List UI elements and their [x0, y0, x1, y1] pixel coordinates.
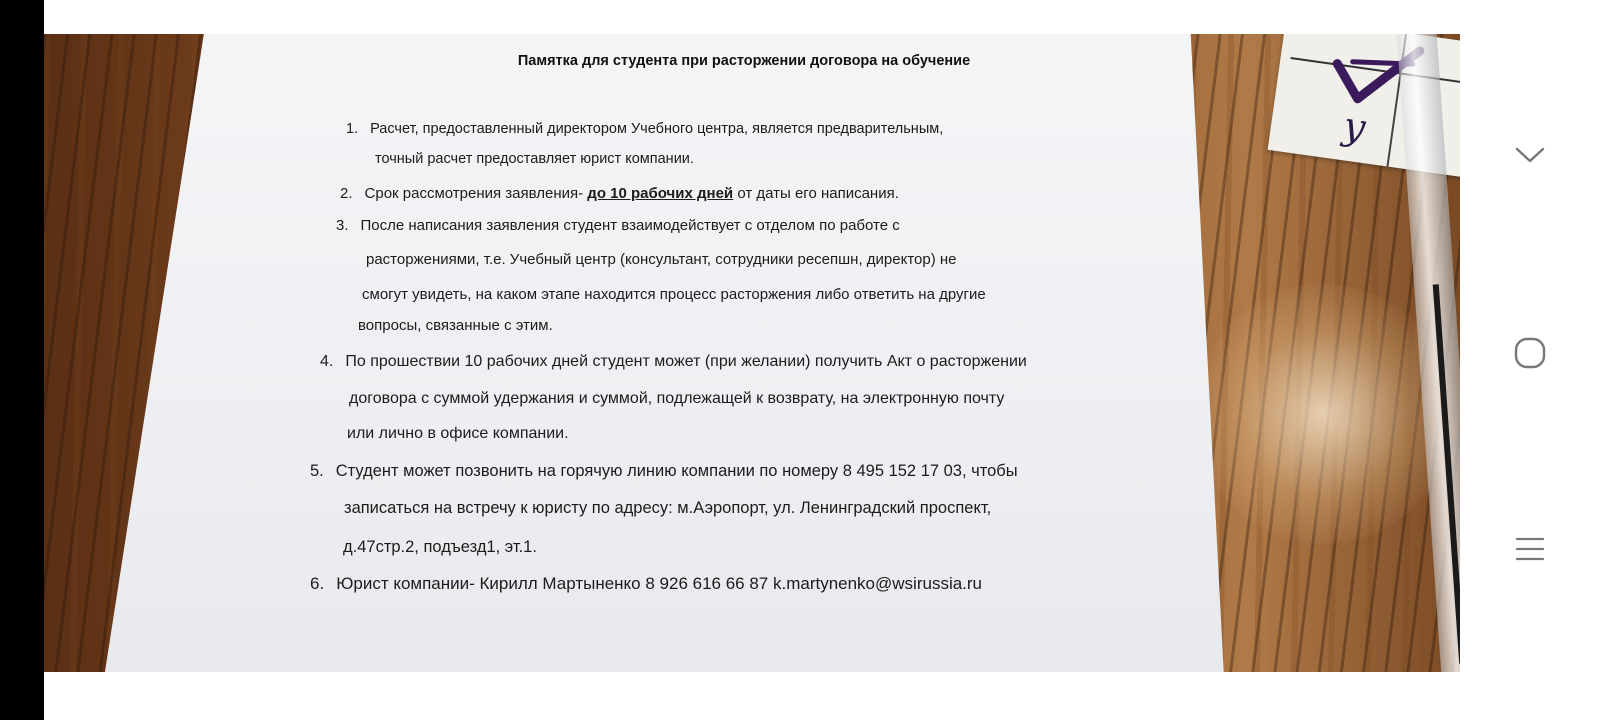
- home-button[interactable]: [1508, 331, 1552, 375]
- item-1-line-2: точный расчет предоставляет юрист компании.: [375, 151, 694, 167]
- left-black-strip: [0, 0, 44, 720]
- item-5-line-1: 5. Студент может позвонить на горячую линию компании по номеру 8 495 152 17 03, чтобы: [310, 462, 1018, 480]
- item-3-line-4: вопросы, связанные с этим.: [358, 317, 553, 334]
- item-4-line-1: 4. По прошествии 10 рабочих дней студент может (при желании) получить Акт о расторжении: [320, 353, 1027, 370]
- item-5-line-2: записаться на встречу к юристу по адресу: м.Аэропорт, ул. Ленинградский проспект,: [344, 499, 992, 517]
- item-3-line-3: смогут увидеть, на каком этапе находится процесс расторжения либо ответить на другие: [362, 286, 986, 303]
- item-4-number: 4.: [320, 353, 334, 370]
- item-6-line-1: 6. Юрист компании- Кирилл Мартыненко 8 926 616 66 87 k.martynenko@wsirussia.ru: [310, 574, 983, 593]
- item-4-line-2: договора с суммой удержания и суммой, подлежащей к возврату, на электронную почту: [349, 390, 1005, 407]
- item-1-number: 1.: [346, 121, 359, 137]
- document-photo[interactable]: [44, 34, 1460, 672]
- item-5-line-3: д.47стр.2, подъезд1, эт.1.: [343, 538, 537, 556]
- item-3-number: 3.: [336, 217, 349, 234]
- handwritten-letter: y: [1340, 103, 1369, 150]
- menu-button[interactable]: [1508, 527, 1552, 571]
- item-5-number: 5.: [310, 462, 324, 480]
- deadline-highlight: до 10 рабочих дней: [587, 185, 734, 202]
- document-title: Памятка для студента при расторжении договора на обучение: [517, 53, 971, 69]
- home-circle-icon: [1513, 336, 1547, 370]
- side-navigation-bar: [1460, 0, 1600, 720]
- item-2-number: 2.: [340, 185, 353, 202]
- item-4-line-3: или лично в офисе компании.: [347, 425, 569, 442]
- document-text: [44, 34, 1460, 672]
- item-6-number: 6.: [310, 574, 325, 593]
- chevron-down-icon: [1514, 145, 1546, 165]
- item-3-line-1: 3. После написания заявления студент взаимодействует с отделом по работе с: [336, 217, 900, 234]
- item-3-line-2: расторжениями, т.е. Учебный центр (консультант, сотрудники ресепшн, директор) не: [366, 251, 957, 268]
- chevron-down-button[interactable]: [1508, 133, 1552, 177]
- menu-icon: [1514, 533, 1546, 565]
- item-1-line-1: 1. Расчет, предоставленный директором Учебного центра, является предварительным,: [346, 121, 944, 137]
- item-2-line-1: 2. Срок рассмотрения заявления- до 10 рабочих дней от даты его написания.: [340, 185, 899, 202]
